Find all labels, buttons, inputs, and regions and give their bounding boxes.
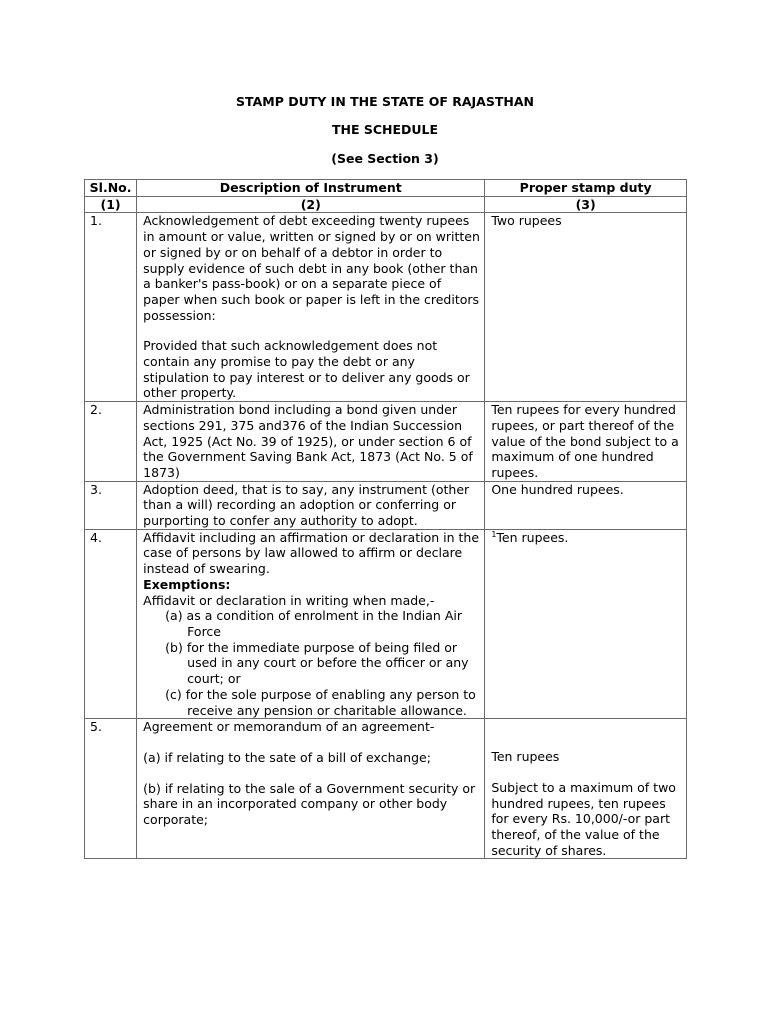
table-row bbox=[85, 213, 687, 402]
row-description: Adoption deed, that is to say, any instrument (other than a will) recording an adoption or conferring or purporting to confer any authority to adopt. bbox=[137, 481, 485, 529]
header-description: Description of Instrument bbox=[137, 180, 485, 197]
row-duty: Ten rupees for every hundred rupees, or part thereof of the value of the bond subject to a maximum of one hundred rupees. bbox=[485, 402, 687, 482]
row-duty: Two rupees bbox=[485, 213, 687, 402]
row-duty bbox=[485, 529, 687, 718]
exemptions-label: Exemptions: bbox=[143, 576, 231, 592]
list-item: (c) for the sole purpose of enabling any person to receive any pension or charitable allowance. bbox=[165, 686, 476, 718]
row-number: 1. bbox=[85, 213, 137, 402]
row-description: Administration bond including a bond given under sections 291, 375 and376 of the Indian Succession Act, 1925 (Act No. 39 of 1925), or under section 6 of the Government Saving Bank Act, 1873 (Act No. 5 of 1873) bbox=[137, 402, 485, 482]
row-duty bbox=[485, 719, 687, 859]
description-text: Agreement or memorandum of an agreement- bbox=[143, 719, 435, 735]
table-row bbox=[85, 481, 687, 529]
exemptions-intro: Affidavit or declaration in writing when made,- bbox=[143, 592, 435, 608]
row-number: 2. bbox=[85, 402, 137, 482]
table-row bbox=[85, 719, 687, 859]
stamp-duty-schedule-table bbox=[84, 179, 687, 859]
table-row bbox=[85, 402, 687, 482]
description-text: Affidavit including an affirmation or declaration in the case of persons by law allowed to affirm or declare instead of swearing. bbox=[143, 529, 480, 577]
row-duty: One hundred rupees. bbox=[485, 481, 687, 529]
proviso-text: Provided that such acknowledgement does not contain any promise to pay the debt or any stipulation to pay interest or to deliver any goods or other property. bbox=[143, 338, 470, 401]
duty-b: Subject to a maximum of two hundred rupees, ten rupees for every Rs. 10,000/-or part thereof, of the value of the security of shares. bbox=[491, 779, 676, 858]
footnote-marker: 1 bbox=[491, 529, 497, 539]
exemptions-list bbox=[143, 608, 480, 718]
column-number-2: (2) bbox=[137, 196, 485, 213]
document-title: STAMP DUTY IN THE STATE OF RAJASTHAN bbox=[236, 94, 534, 109]
row-description bbox=[137, 719, 485, 859]
description-text: Acknowledgement of debt exceeding twenty rupees in amount or value, written or signed by or on written or signed by or on behalf of a debtor in order to supply evidence of such debt in any book (other than a banker's pass-book) or on a separate piece of paper when such book or paper is left in the creditors possession: bbox=[143, 213, 480, 323]
header-sl-no: Sl.No. bbox=[85, 180, 137, 197]
section-reference: (See Section 3) bbox=[331, 151, 439, 166]
table-row bbox=[85, 529, 687, 718]
row-number: 3. bbox=[85, 481, 137, 529]
list-item: (a) as a condition of enrolment in the Indian Air Force bbox=[165, 608, 462, 639]
duty-text: Ten rupees. bbox=[496, 529, 569, 545]
row-description bbox=[137, 529, 485, 718]
row-description bbox=[137, 213, 485, 402]
column-number-row bbox=[85, 196, 687, 213]
schedule-heading: THE SCHEDULE bbox=[331, 122, 439, 137]
duty-a: Ten rupees bbox=[491, 749, 560, 765]
clause-b: (b) if relating to the sale of a Government security or share in an incorporated company or other body corporate; bbox=[143, 780, 476, 828]
column-number-1: (1) bbox=[85, 196, 137, 213]
column-number-3: (3) bbox=[485, 196, 687, 213]
row-number: 5. bbox=[85, 719, 137, 859]
table-header-row bbox=[85, 180, 687, 197]
row-number: 4. bbox=[85, 529, 137, 718]
list-item: (b) for the immediate purpose of being filed or used in any court or before the officer or any court; or bbox=[165, 639, 469, 687]
clause-a: (a) if relating to the sate of a bill of exchange; bbox=[143, 749, 431, 765]
header-stamp-duty: Proper stamp duty bbox=[485, 180, 687, 197]
